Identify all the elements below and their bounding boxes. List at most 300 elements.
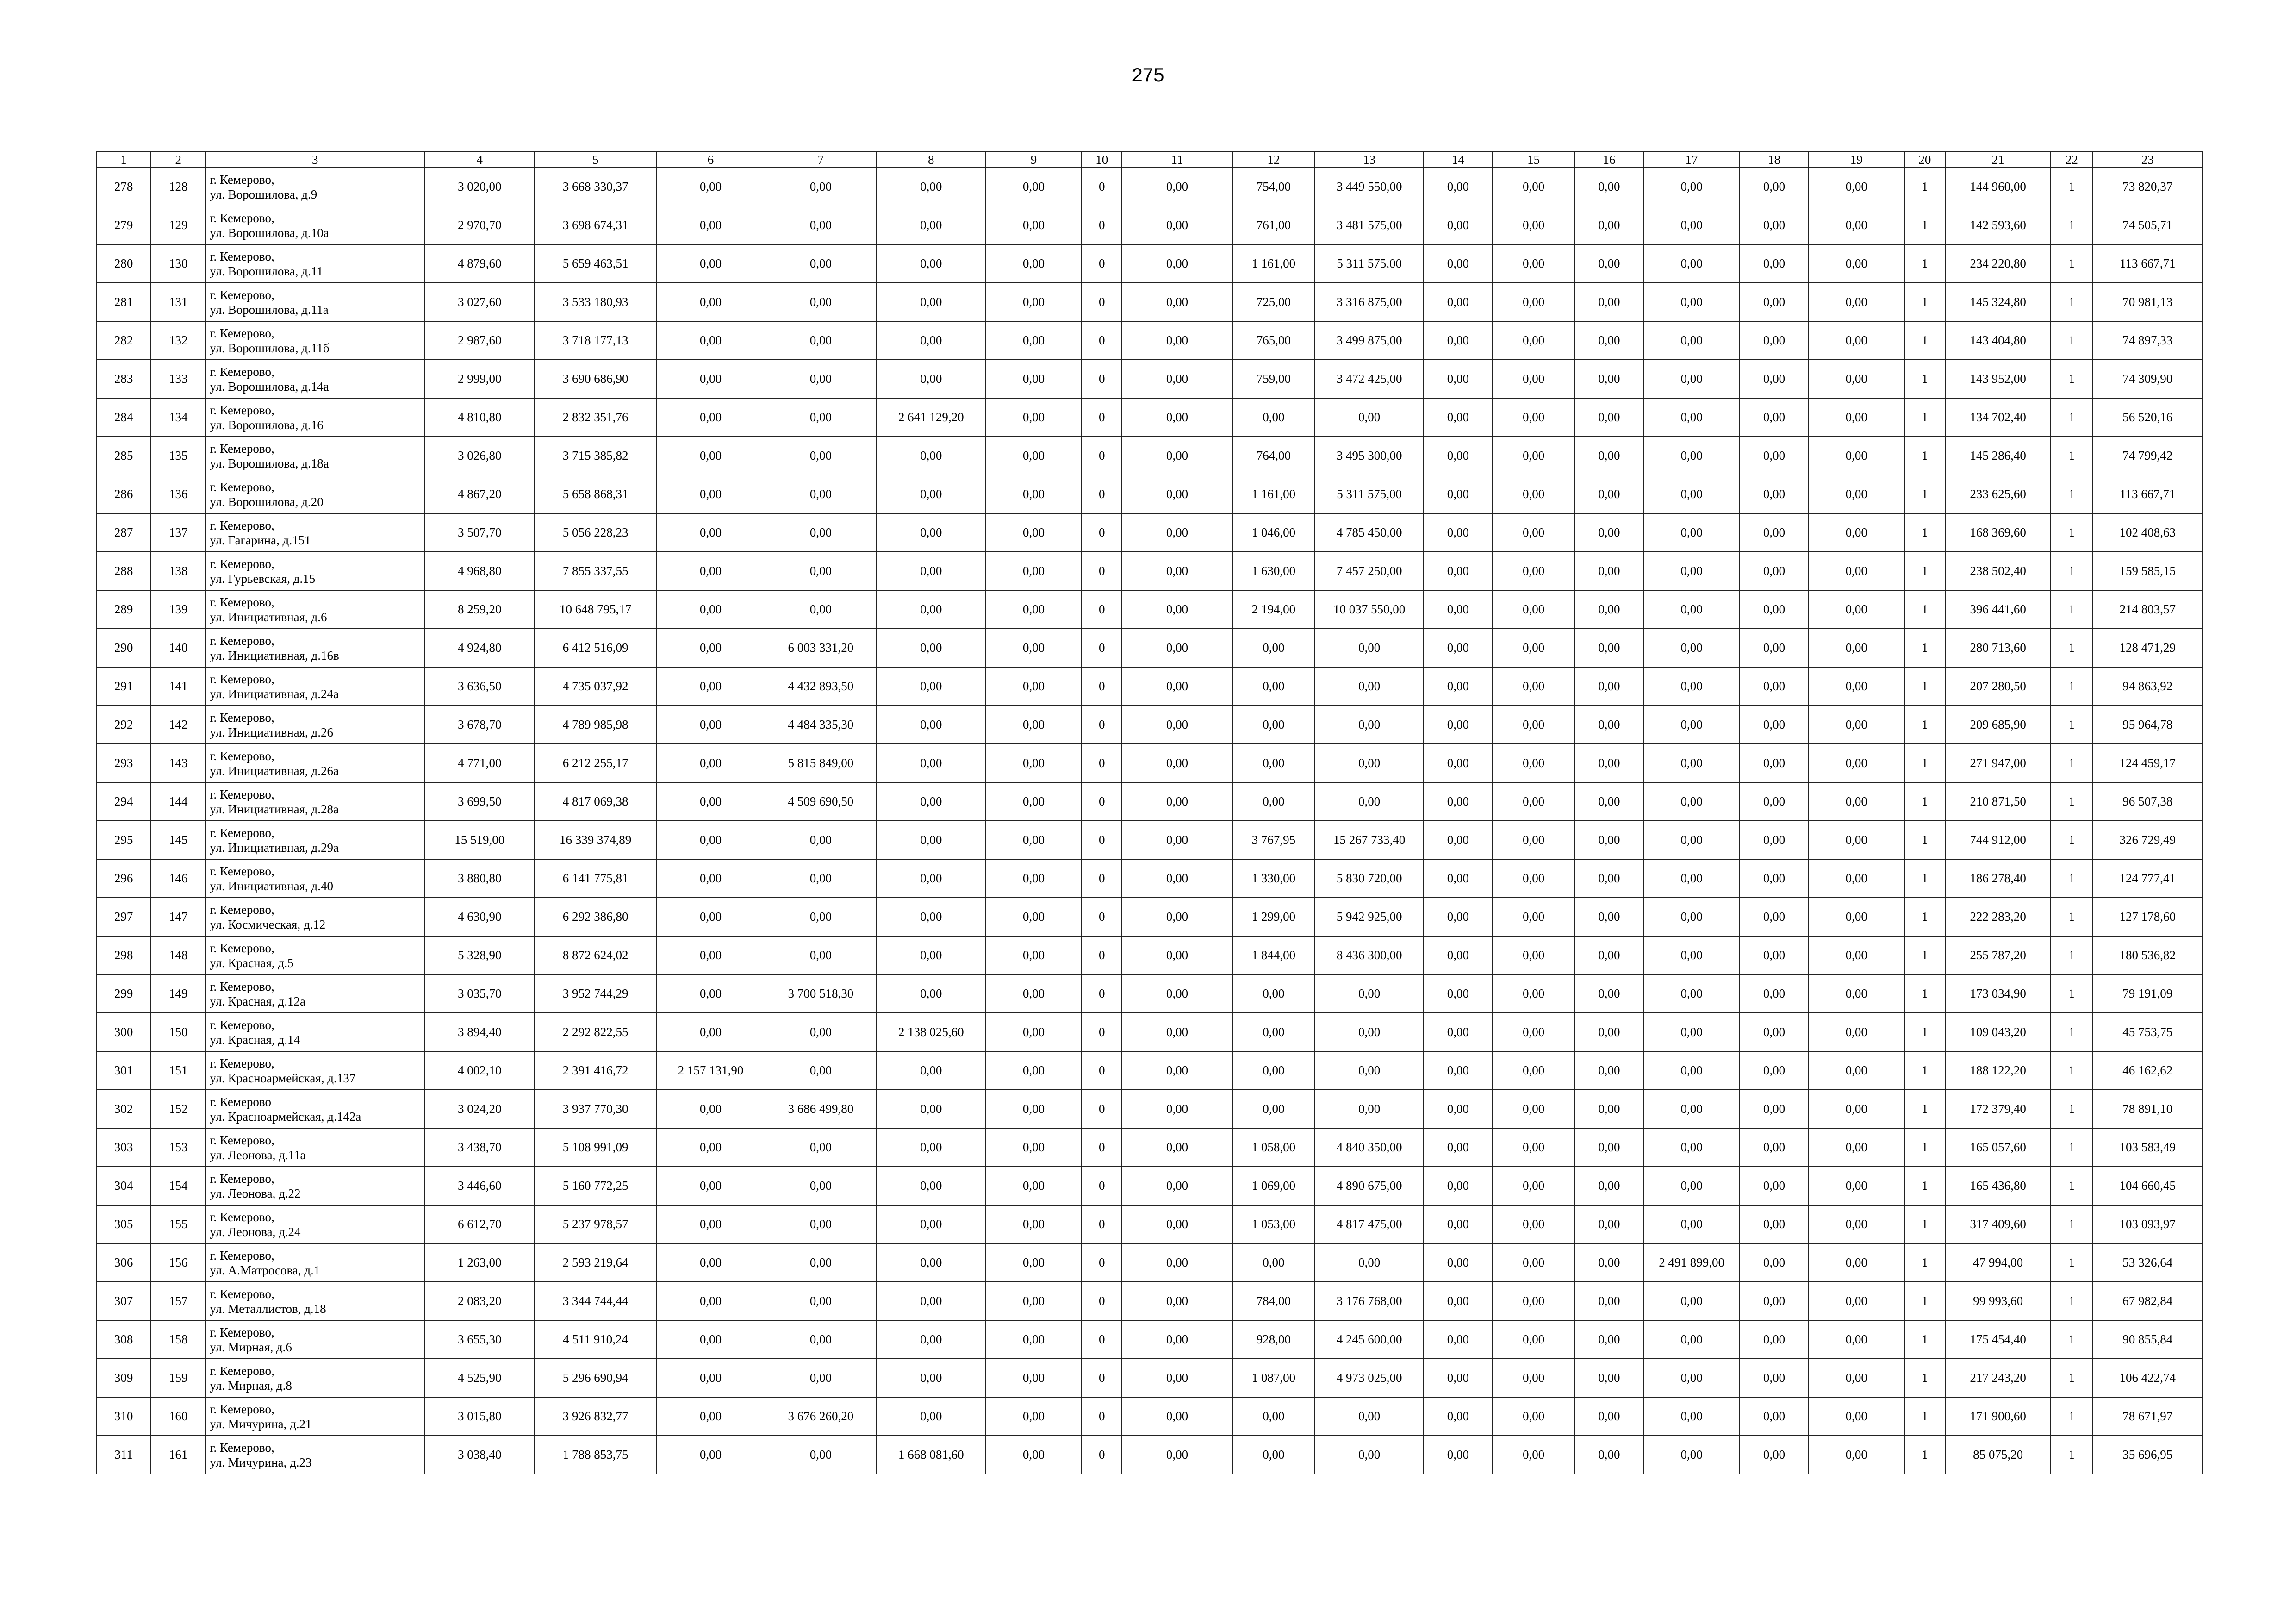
value-cell: 0,00 — [1232, 1051, 1315, 1090]
address-city: г. Кемерово, — [210, 249, 274, 263]
value-cell: 234 220,80 — [1945, 244, 2051, 283]
value-cell: 0,00 — [656, 629, 765, 667]
value-cell: 1 — [1904, 321, 1945, 360]
value-cell: 3 026,80 — [424, 437, 535, 475]
value-cell: 0,00 — [1643, 1320, 1740, 1359]
value-cell: 0,00 — [1424, 437, 1492, 475]
value-cell: 0,00 — [1740, 1051, 1808, 1090]
value-cell: 0,00 — [877, 1243, 986, 1282]
value-cell: 0,00 — [1122, 552, 1232, 590]
object-number: 150 — [151, 1013, 205, 1051]
address-street: ул. Мичурина, д.23 — [210, 1455, 312, 1469]
value-cell: 1 — [1904, 513, 1945, 552]
column-number: 7 — [765, 152, 876, 168]
table-row — [96, 629, 2203, 667]
value-cell: 3 020,00 — [424, 168, 535, 206]
row-number: 303 — [96, 1128, 151, 1167]
value-cell: 0,00 — [1575, 1397, 1643, 1436]
value-cell: 0,00 — [1493, 590, 1575, 629]
address-street: ул. Космическая, д.12 — [210, 917, 326, 931]
value-cell: 0,00 — [765, 321, 876, 360]
address-street: ул. Ворошилова, д.9 — [210, 187, 317, 201]
value-cell: 0,00 — [986, 744, 1082, 782]
value-cell: 5 311 575,00 — [1315, 244, 1424, 283]
value-cell: 0,00 — [1643, 321, 1740, 360]
column-number: 8 — [877, 152, 986, 168]
address-city: г. Кемерово, — [210, 710, 274, 725]
value-cell: 0,00 — [1809, 1013, 1904, 1051]
value-cell: 0 — [1082, 859, 1122, 898]
value-cell: 74 799,42 — [2092, 437, 2203, 475]
address-cell — [205, 168, 424, 206]
column-number: 1 — [96, 152, 151, 168]
address-cell — [205, 936, 424, 974]
value-cell: 4 789 985,98 — [535, 706, 656, 744]
value-cell: 0,00 — [986, 1013, 1082, 1051]
address-street: ул. Ворошилова, д.11б — [210, 341, 330, 355]
value-cell: 765,00 — [1232, 321, 1315, 360]
value-cell: 0,00 — [986, 1359, 1082, 1397]
column-number: 13 — [1315, 152, 1424, 168]
column-number: 5 — [535, 152, 656, 168]
value-cell: 0,00 — [877, 321, 986, 360]
value-cell: 1 — [1904, 552, 1945, 590]
object-number: 139 — [151, 590, 205, 629]
value-cell: 1 — [1904, 168, 1945, 206]
row-number: 285 — [96, 437, 151, 475]
value-cell: 2 987,60 — [424, 321, 535, 360]
value-cell: 0,00 — [986, 1282, 1082, 1320]
value-cell: 1 — [1904, 898, 1945, 936]
value-cell: 0,00 — [1643, 398, 1740, 437]
value-cell: 214 803,57 — [2092, 590, 2203, 629]
value-cell: 0,00 — [1122, 283, 1232, 321]
value-cell: 0,00 — [1424, 1051, 1492, 1090]
table-row — [96, 898, 2203, 936]
value-cell: 2 138 025,60 — [877, 1013, 986, 1051]
column-number: 11 — [1122, 152, 1232, 168]
value-cell: 2 999,00 — [424, 360, 535, 398]
value-cell: 1 053,00 — [1232, 1205, 1315, 1243]
object-number: 151 — [151, 1051, 205, 1090]
value-cell: 0,00 — [656, 744, 765, 782]
value-cell: 1 263,00 — [424, 1243, 535, 1282]
value-cell: 0,00 — [656, 590, 765, 629]
value-cell: 761,00 — [1232, 206, 1315, 244]
value-cell: 0,00 — [1575, 1128, 1643, 1167]
value-cell: 74 505,71 — [2092, 206, 2203, 244]
value-cell: 4 432 893,50 — [765, 667, 876, 706]
table-row — [96, 1128, 2203, 1167]
object-number: 131 — [151, 283, 205, 321]
value-cell: 0,00 — [877, 821, 986, 859]
address-street: ул. Ворошилова, д.11 — [210, 264, 323, 278]
value-cell: 0,00 — [656, 513, 765, 552]
value-cell: 128 471,29 — [2092, 629, 2203, 667]
value-cell: 0,00 — [1122, 513, 1232, 552]
value-cell: 0,00 — [986, 898, 1082, 936]
address-cell — [205, 360, 424, 398]
value-cell: 0,00 — [656, 244, 765, 283]
value-cell: 2 641 129,20 — [877, 398, 986, 437]
value-cell: 0 — [1082, 552, 1122, 590]
value-cell: 1 — [1904, 206, 1945, 244]
value-cell: 6 003 331,20 — [765, 629, 876, 667]
value-cell: 0,00 — [1575, 283, 1643, 321]
address-cell — [205, 475, 424, 513]
address-street: ул. Ворошилова, д.18а — [210, 456, 329, 470]
value-cell: 3 767,95 — [1232, 821, 1315, 859]
value-cell: 0,00 — [1315, 1397, 1424, 1436]
value-cell: 0,00 — [1424, 859, 1492, 898]
value-cell: 0,00 — [765, 244, 876, 283]
value-cell: 0,00 — [1740, 629, 1808, 667]
value-cell: 1 058,00 — [1232, 1128, 1315, 1167]
object-number: 158 — [151, 1320, 205, 1359]
address-city: г. Кемерово, — [210, 1440, 274, 1455]
value-cell: 0,00 — [1643, 859, 1740, 898]
address-cell — [205, 206, 424, 244]
value-cell: 3 027,60 — [424, 283, 535, 321]
value-cell: 0,00 — [1575, 667, 1643, 706]
value-cell: 0,00 — [1122, 744, 1232, 782]
value-cell: 0,00 — [877, 590, 986, 629]
table-row — [96, 974, 2203, 1013]
value-cell: 0,00 — [986, 513, 1082, 552]
value-cell: 0,00 — [1424, 1013, 1492, 1051]
value-cell: 0,00 — [877, 1167, 986, 1205]
value-cell: 1 — [2051, 398, 2092, 437]
value-cell: 0,00 — [765, 859, 876, 898]
value-cell: 0,00 — [1122, 1090, 1232, 1128]
value-cell: 1 — [1904, 437, 1945, 475]
value-cell: 5 815 849,00 — [765, 744, 876, 782]
value-cell: 0,00 — [1643, 360, 1740, 398]
value-cell: 0,00 — [1122, 360, 1232, 398]
value-cell: 0,00 — [877, 513, 986, 552]
value-cell: 0,00 — [765, 821, 876, 859]
object-number: 132 — [151, 321, 205, 360]
value-cell: 0,00 — [1643, 1090, 1740, 1128]
value-cell: 0,00 — [986, 629, 1082, 667]
address-city: г. Кемерово, — [210, 1210, 274, 1224]
value-cell: 0,00 — [1232, 629, 1315, 667]
value-cell: 3 481 575,00 — [1315, 206, 1424, 244]
value-cell: 3 676 260,20 — [765, 1397, 876, 1436]
value-cell: 4 867,20 — [424, 475, 535, 513]
value-cell: 0,00 — [765, 206, 876, 244]
value-cell: 4 484 335,30 — [765, 706, 876, 744]
value-cell: 0,00 — [1315, 1013, 1424, 1051]
object-number: 137 — [151, 513, 205, 552]
value-cell: 102 408,63 — [2092, 513, 2203, 552]
value-cell: 4 771,00 — [424, 744, 535, 782]
value-cell: 0,00 — [1740, 206, 1808, 244]
value-cell: 0,00 — [765, 283, 876, 321]
address-street: ул. Леонова, д.22 — [210, 1186, 301, 1200]
value-cell: 3 446,60 — [424, 1167, 535, 1205]
value-cell: 144 960,00 — [1945, 168, 2051, 206]
address-street: ул. Леонова, д.24 — [210, 1224, 301, 1239]
value-cell: 94 863,92 — [2092, 667, 2203, 706]
value-cell: 109 043,20 — [1945, 1013, 2051, 1051]
value-cell: 0,00 — [1122, 590, 1232, 629]
value-cell: 1 — [2051, 1167, 2092, 1205]
value-cell: 0,00 — [1424, 206, 1492, 244]
value-cell: 0,00 — [1809, 629, 1904, 667]
value-cell: 0,00 — [1740, 898, 1808, 936]
value-cell: 0,00 — [1809, 206, 1904, 244]
value-cell: 0,00 — [1740, 1282, 1808, 1320]
value-cell: 2 970,70 — [424, 206, 535, 244]
value-cell: 70 981,13 — [2092, 283, 2203, 321]
column-number: 22 — [2051, 152, 2092, 168]
value-cell: 0,00 — [1424, 1167, 1492, 1205]
value-cell: 0,00 — [1493, 513, 1575, 552]
value-cell: 1 — [1904, 1243, 1945, 1282]
value-cell: 0,00 — [1424, 321, 1492, 360]
value-cell: 0,00 — [986, 859, 1082, 898]
value-cell: 0,00 — [656, 1090, 765, 1128]
table-row — [96, 398, 2203, 437]
value-cell: 0,00 — [1809, 1128, 1904, 1167]
value-cell: 0,00 — [1740, 360, 1808, 398]
object-number: 154 — [151, 1167, 205, 1205]
value-cell: 0,00 — [1809, 974, 1904, 1013]
address-street: ул. Металлистов, д.18 — [210, 1301, 326, 1316]
table-row — [96, 859, 2203, 898]
value-cell: 2 194,00 — [1232, 590, 1315, 629]
value-cell: 113 667,71 — [2092, 475, 2203, 513]
value-cell: 2 593 219,64 — [535, 1243, 656, 1282]
value-cell: 0,00 — [1122, 1320, 1232, 1359]
address-cell — [205, 321, 424, 360]
value-cell: 0,00 — [1315, 1090, 1424, 1128]
row-number: 284 — [96, 398, 151, 437]
value-cell: 0,00 — [1740, 936, 1808, 974]
row-number: 307 — [96, 1282, 151, 1320]
value-cell: 165 436,80 — [1945, 1167, 2051, 1205]
value-cell: 0,00 — [1424, 1436, 1492, 1474]
value-cell: 3 926 832,77 — [535, 1397, 656, 1436]
value-cell: 1 — [2051, 1320, 2092, 1359]
value-cell: 0,00 — [765, 1167, 876, 1205]
row-number: 283 — [96, 360, 151, 398]
address-cell — [205, 1282, 424, 1320]
value-cell: 6 412 516,09 — [535, 629, 656, 667]
value-cell: 0,00 — [877, 859, 986, 898]
object-number: 157 — [151, 1282, 205, 1320]
value-cell: 171 900,60 — [1945, 1397, 2051, 1436]
value-cell: 0,00 — [1424, 360, 1492, 398]
value-cell: 0,00 — [1424, 168, 1492, 206]
value-cell: 1 — [2051, 1359, 2092, 1397]
address-city: г. Кемерово, — [210, 787, 274, 801]
address-cell — [205, 552, 424, 590]
address-street: ул. Ворошилова, д.14а — [210, 379, 329, 394]
value-cell: 0,00 — [1315, 706, 1424, 744]
row-number: 287 — [96, 513, 151, 552]
value-cell: 0,00 — [1315, 1243, 1424, 1282]
value-cell: 4 002,10 — [424, 1051, 535, 1090]
table-row — [96, 1167, 2203, 1205]
value-cell: 0,00 — [1493, 1167, 1575, 1205]
value-cell: 0,00 — [656, 1013, 765, 1051]
value-cell: 0,00 — [1424, 821, 1492, 859]
value-cell: 0 — [1082, 475, 1122, 513]
value-cell: 0,00 — [1493, 168, 1575, 206]
address-cell — [205, 1013, 424, 1051]
value-cell: 0,00 — [1575, 974, 1643, 1013]
value-cell: 0,00 — [1575, 244, 1643, 283]
value-cell: 168 369,60 — [1945, 513, 2051, 552]
value-cell: 5 942 925,00 — [1315, 898, 1424, 936]
value-cell: 1 161,00 — [1232, 244, 1315, 283]
value-cell: 0,00 — [1575, 1090, 1643, 1128]
value-cell: 0,00 — [1575, 859, 1643, 898]
value-cell: 0,00 — [1315, 1051, 1424, 1090]
row-number: 288 — [96, 552, 151, 590]
value-cell: 0,00 — [1493, 1090, 1575, 1128]
value-cell: 0,00 — [1122, 1436, 1232, 1474]
address-street: ул. Мичурина, д.21 — [210, 1417, 312, 1431]
value-cell: 1 844,00 — [1232, 936, 1315, 974]
value-cell: 1 — [1904, 360, 1945, 398]
value-cell: 1 — [2051, 1205, 2092, 1243]
value-cell: 4 509 690,50 — [765, 782, 876, 821]
value-cell: 0 — [1082, 629, 1122, 667]
value-cell: 0 — [1082, 706, 1122, 744]
value-cell: 0,00 — [1643, 1167, 1740, 1205]
value-cell: 4 879,60 — [424, 244, 535, 283]
value-cell: 0 — [1082, 744, 1122, 782]
object-number: 128 — [151, 168, 205, 206]
value-cell: 159 585,15 — [2092, 552, 2203, 590]
value-cell: 0,00 — [1740, 1013, 1808, 1051]
value-cell: 4 840 350,00 — [1315, 1128, 1424, 1167]
table-row — [96, 782, 2203, 821]
value-cell: 3 038,40 — [424, 1436, 535, 1474]
value-cell: 0,00 — [1643, 974, 1740, 1013]
value-cell: 1 — [2051, 859, 2092, 898]
value-cell: 0,00 — [877, 706, 986, 744]
address-city: г. Кемерово, — [210, 864, 274, 878]
value-cell: 4 245 600,00 — [1315, 1320, 1424, 1359]
value-cell: 0,00 — [1809, 590, 1904, 629]
row-number: 295 — [96, 821, 151, 859]
value-cell: 1 — [2051, 244, 2092, 283]
object-number: 134 — [151, 398, 205, 437]
value-cell: 1 — [1904, 936, 1945, 974]
table-row — [96, 821, 2203, 859]
table-row — [96, 1320, 2203, 1359]
value-cell: 764,00 — [1232, 437, 1315, 475]
address-street: ул. Инициативная, д.40 — [210, 879, 334, 893]
address-city: г. Кемерово, — [210, 1056, 274, 1070]
value-cell: 3 686 499,80 — [765, 1090, 876, 1128]
address-cell — [205, 1205, 424, 1243]
value-cell: 0,00 — [1424, 398, 1492, 437]
value-cell: 0,00 — [1643, 244, 1740, 283]
value-cell: 0,00 — [1740, 974, 1808, 1013]
value-cell: 1 — [1904, 1128, 1945, 1167]
value-cell: 4 525,90 — [424, 1359, 535, 1397]
table-row — [96, 667, 2203, 706]
value-cell: 0,00 — [1740, 398, 1808, 437]
value-cell: 0,00 — [1740, 1205, 1808, 1243]
value-cell: 0,00 — [1122, 782, 1232, 821]
row-number: 294 — [96, 782, 151, 821]
value-cell: 0,00 — [1232, 1013, 1315, 1051]
value-cell: 1 299,00 — [1232, 898, 1315, 936]
value-cell: 1 — [1904, 1397, 1945, 1436]
value-cell: 6 612,70 — [424, 1205, 535, 1243]
value-cell: 0 — [1082, 1013, 1122, 1051]
value-cell: 0,00 — [1493, 898, 1575, 936]
address-street: ул. А.Матросова, д.1 — [210, 1263, 320, 1277]
value-cell: 0,00 — [1315, 782, 1424, 821]
object-number: 135 — [151, 437, 205, 475]
value-cell: 0,00 — [1740, 1436, 1808, 1474]
row-number: 282 — [96, 321, 151, 360]
value-cell: 0,00 — [765, 1436, 876, 1474]
value-cell: 725,00 — [1232, 283, 1315, 321]
value-cell: 0,00 — [656, 1243, 765, 1282]
value-cell: 3 690 686,90 — [535, 360, 656, 398]
value-cell: 3 655,30 — [424, 1320, 535, 1359]
value-cell: 113 667,71 — [2092, 244, 2203, 283]
table-row — [96, 206, 2203, 244]
value-cell: 78 891,10 — [2092, 1090, 2203, 1128]
value-cell: 3 700 518,30 — [765, 974, 876, 1013]
value-cell: 0,00 — [986, 936, 1082, 974]
value-cell: 0,00 — [1809, 1436, 1904, 1474]
value-cell: 759,00 — [1232, 360, 1315, 398]
value-cell: 0,00 — [1122, 1167, 1232, 1205]
object-number: 147 — [151, 898, 205, 936]
address-city: г. Кемерово, — [210, 941, 274, 955]
value-cell: 0,00 — [1643, 552, 1740, 590]
value-cell: 0,00 — [986, 667, 1082, 706]
value-cell: 0,00 — [1809, 1243, 1904, 1282]
value-cell: 0,00 — [1740, 1167, 1808, 1205]
value-cell: 46 162,62 — [2092, 1051, 2203, 1090]
value-cell: 0,00 — [1575, 1359, 1643, 1397]
value-cell: 53 326,64 — [2092, 1243, 2203, 1282]
value-cell: 0,00 — [877, 898, 986, 936]
column-number: 15 — [1493, 152, 1575, 168]
column-number: 21 — [1945, 152, 2051, 168]
value-cell: 1 — [2051, 1051, 2092, 1090]
value-cell: 103 583,49 — [2092, 1128, 2203, 1167]
value-cell: 1 — [2051, 667, 2092, 706]
value-cell: 145 286,40 — [1945, 437, 2051, 475]
data-table — [96, 151, 2203, 1474]
value-cell: 0,00 — [1643, 821, 1740, 859]
value-cell: 4 630,90 — [424, 898, 535, 936]
value-cell: 0,00 — [986, 360, 1082, 398]
value-cell: 0,00 — [986, 974, 1082, 1013]
value-cell: 0,00 — [1424, 475, 1492, 513]
value-cell: 0,00 — [1809, 475, 1904, 513]
value-cell: 4 968,80 — [424, 552, 535, 590]
value-cell: 1 — [1904, 974, 1945, 1013]
value-cell: 0,00 — [1740, 821, 1808, 859]
value-cell: 0,00 — [986, 475, 1082, 513]
value-cell: 0,00 — [1575, 1205, 1643, 1243]
value-cell: 0,00 — [1493, 475, 1575, 513]
address-city: г. Кемерово, — [210, 172, 274, 187]
